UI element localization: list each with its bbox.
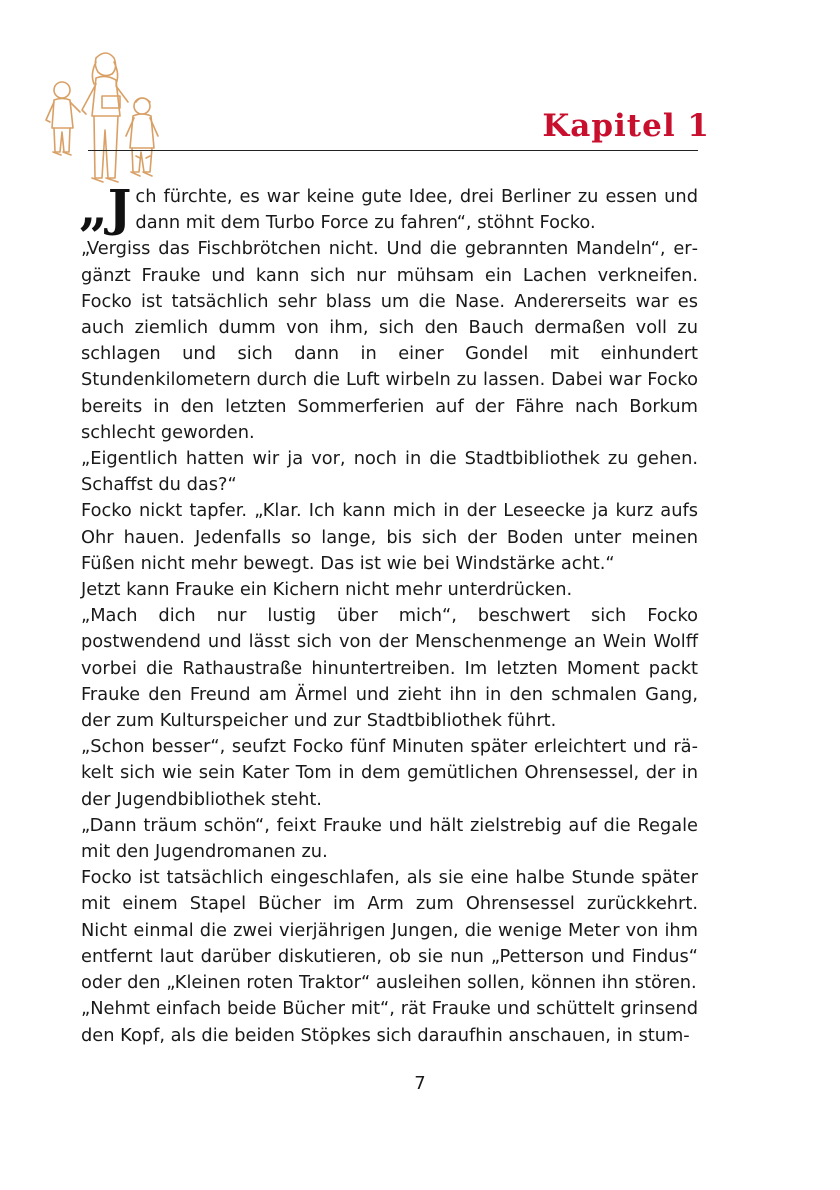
title-rule	[88, 150, 698, 151]
body-text	[79, 178, 698, 1049]
paragraph	[79, 178, 698, 237]
paragraph: „Dann träum schön“, feixt Frauke und hält zielstrebig auf die Regale mit den Jugendromanen zu.	[81, 814, 698, 863]
paragraph: „Mach dich nur lustig über mich“, beschwert sich Focko postwendend und lässt sich von der Menschenmenge an Wein Wolff vorbei die Rathaustraße hinuntertreiben. Im letzten Moment packt Frauke den Freund am Ärmel und zieht ihn in den schmalen Gang, der zum Kulturspeicher und zur Stadtbibliothek führt.	[81, 605, 698, 732]
paragraph: „Schon besser“, seufzt Focko fünf Minuten später erleichtert und räkelt sich wie sein Kater Tom in dem gemütlichen Ohrensessel, der in der Jugendbibliothek steht.	[81, 736, 698, 810]
page-number: 7	[414, 1073, 426, 1094]
family-illustration	[40, 40, 170, 190]
paragraph: Focko ist tatsächlich eingeschlafen, als sie eine halbe Stunde später mit einem Stapel Bücher im Arm zum Ohrensessel zurückkehrt. Nicht einmal die zwei vierjährigen Jungen, die wenige Meter von ihm entfernt laut darüber diskutieren, ob sie nun „Petterson und Findus“ oder den „Kleinen roten Traktor“ ausleihen sollen, können ihn stören.	[81, 867, 698, 994]
paragraph: Focko nickt tapfer. „Klar. Ich kann mich in der Leseecke ja kurz aufs Ohr hauen. Jedenfalls so lange, bis sich der Boden unter meinen Füßen nicht mehr bewegt. Das ist wie bei Windstärke acht.“	[81, 500, 698, 574]
paragraph: Jetzt kann Frauke ein Kichern nicht mehr unterdrücken.	[81, 579, 573, 601]
paragraph: „Eigentlich hatten wir ja vor, noch in die Stadtbibliothek zu gehen. Schaffst du das?“	[81, 448, 698, 496]
paragraph-text: ch fürchte, es war keine gute Idee, drei Berliner zu essen und dann mit dem Turbo Force zu fahren“, stöhnt Focko.	[135, 186, 698, 234]
paragraph: „Vergiss das Fischbrötchen nicht. Und die gebrannten Mandeln“, ergänzt Frauke und kann sich nur mühsam ein Lachen verkneifen. Focko ist tatsächlich sehr blass um die Nase. Andererseits war es auch ziemlich dumm von ihm, sich den Bauch dermaßen voll zu schlagen und sich dann in einer Gondel mit einhundert Stundenkilometern durch die Luft wirbeln zu lassen. Dabei war Focko bereits in den letzten Sommerferien auf der Fähre nach Borkum schlecht geworden.	[81, 238, 698, 443]
chapter-title: Kapitel 1	[542, 108, 710, 144]
drop-cap: „J	[79, 178, 132, 237]
paragraph: „Nehmt einfach beide Bücher mit“, rät Frauke und schüttelt grinsend den Kopf, als die beiden Stöpkes sich daraufhin anschauen, in stum-	[81, 998, 698, 1046]
